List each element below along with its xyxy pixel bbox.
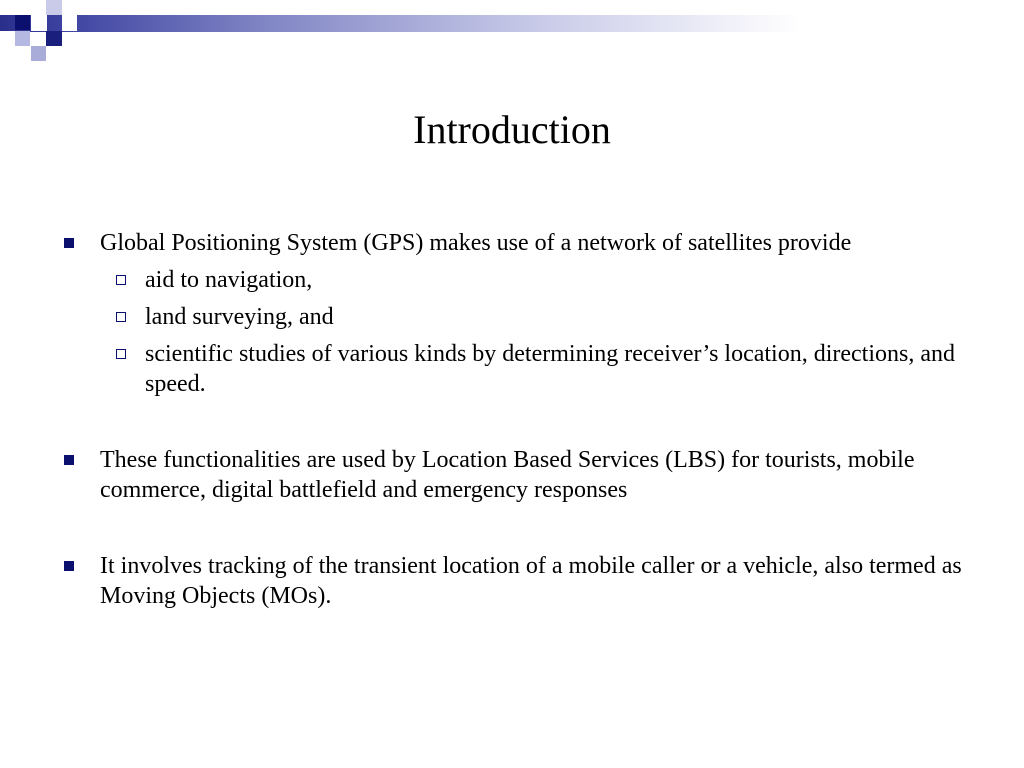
- decor-square: [31, 15, 47, 31]
- bullet-item: [62, 228, 982, 399]
- decor-square: [31, 0, 47, 15]
- slide-body: [62, 228, 982, 611]
- sub-bullet-item: [100, 339, 982, 399]
- decor-square: [46, 31, 62, 46]
- slide-title: Introduction: [413, 107, 611, 152]
- sub-bullet-item: [100, 265, 982, 295]
- filled-square-bullet-icon: [64, 561, 74, 571]
- bullet-text: It involves tracking of the transient location of a mobile caller or a vehicle, also termed as Moving Objects (MOs).: [100, 553, 962, 609]
- bullet-item: [62, 551, 982, 611]
- decor-square: [62, 0, 77, 31]
- hollow-square-bullet-icon: [116, 275, 126, 285]
- sub-bullet-text: aid to navigation,: [145, 267, 313, 293]
- header-gradient-band: [0, 15, 1024, 32]
- filled-square-bullet-icon: [64, 455, 74, 465]
- bullet-item: [62, 445, 982, 505]
- sub-bullet-text: scientific studies of various kinds by determining receiver’s location, directions, and speed.: [145, 341, 956, 397]
- decor-square: [15, 15, 30, 30]
- sub-bullet-item: [100, 302, 982, 332]
- decor-square: [46, 0, 62, 15]
- bullet-text: Global Positioning System (GPS) makes use of a network of satellites provide: [100, 230, 852, 256]
- bullet-text: These functionalities are used by Location Based Services (LBS) for tourists, mobile commerce, digital battlefield and emergency responses: [100, 447, 915, 503]
- sub-list: [100, 265, 982, 399]
- decor-square: [0, 31, 15, 46]
- sub-bullet-text: land surveying, and: [145, 304, 334, 330]
- decor-square: [15, 31, 30, 46]
- hollow-square-bullet-icon: [116, 349, 126, 359]
- filled-square-bullet-icon: [64, 238, 74, 248]
- decor-square: [31, 46, 46, 61]
- hollow-square-bullet-icon: [116, 312, 126, 322]
